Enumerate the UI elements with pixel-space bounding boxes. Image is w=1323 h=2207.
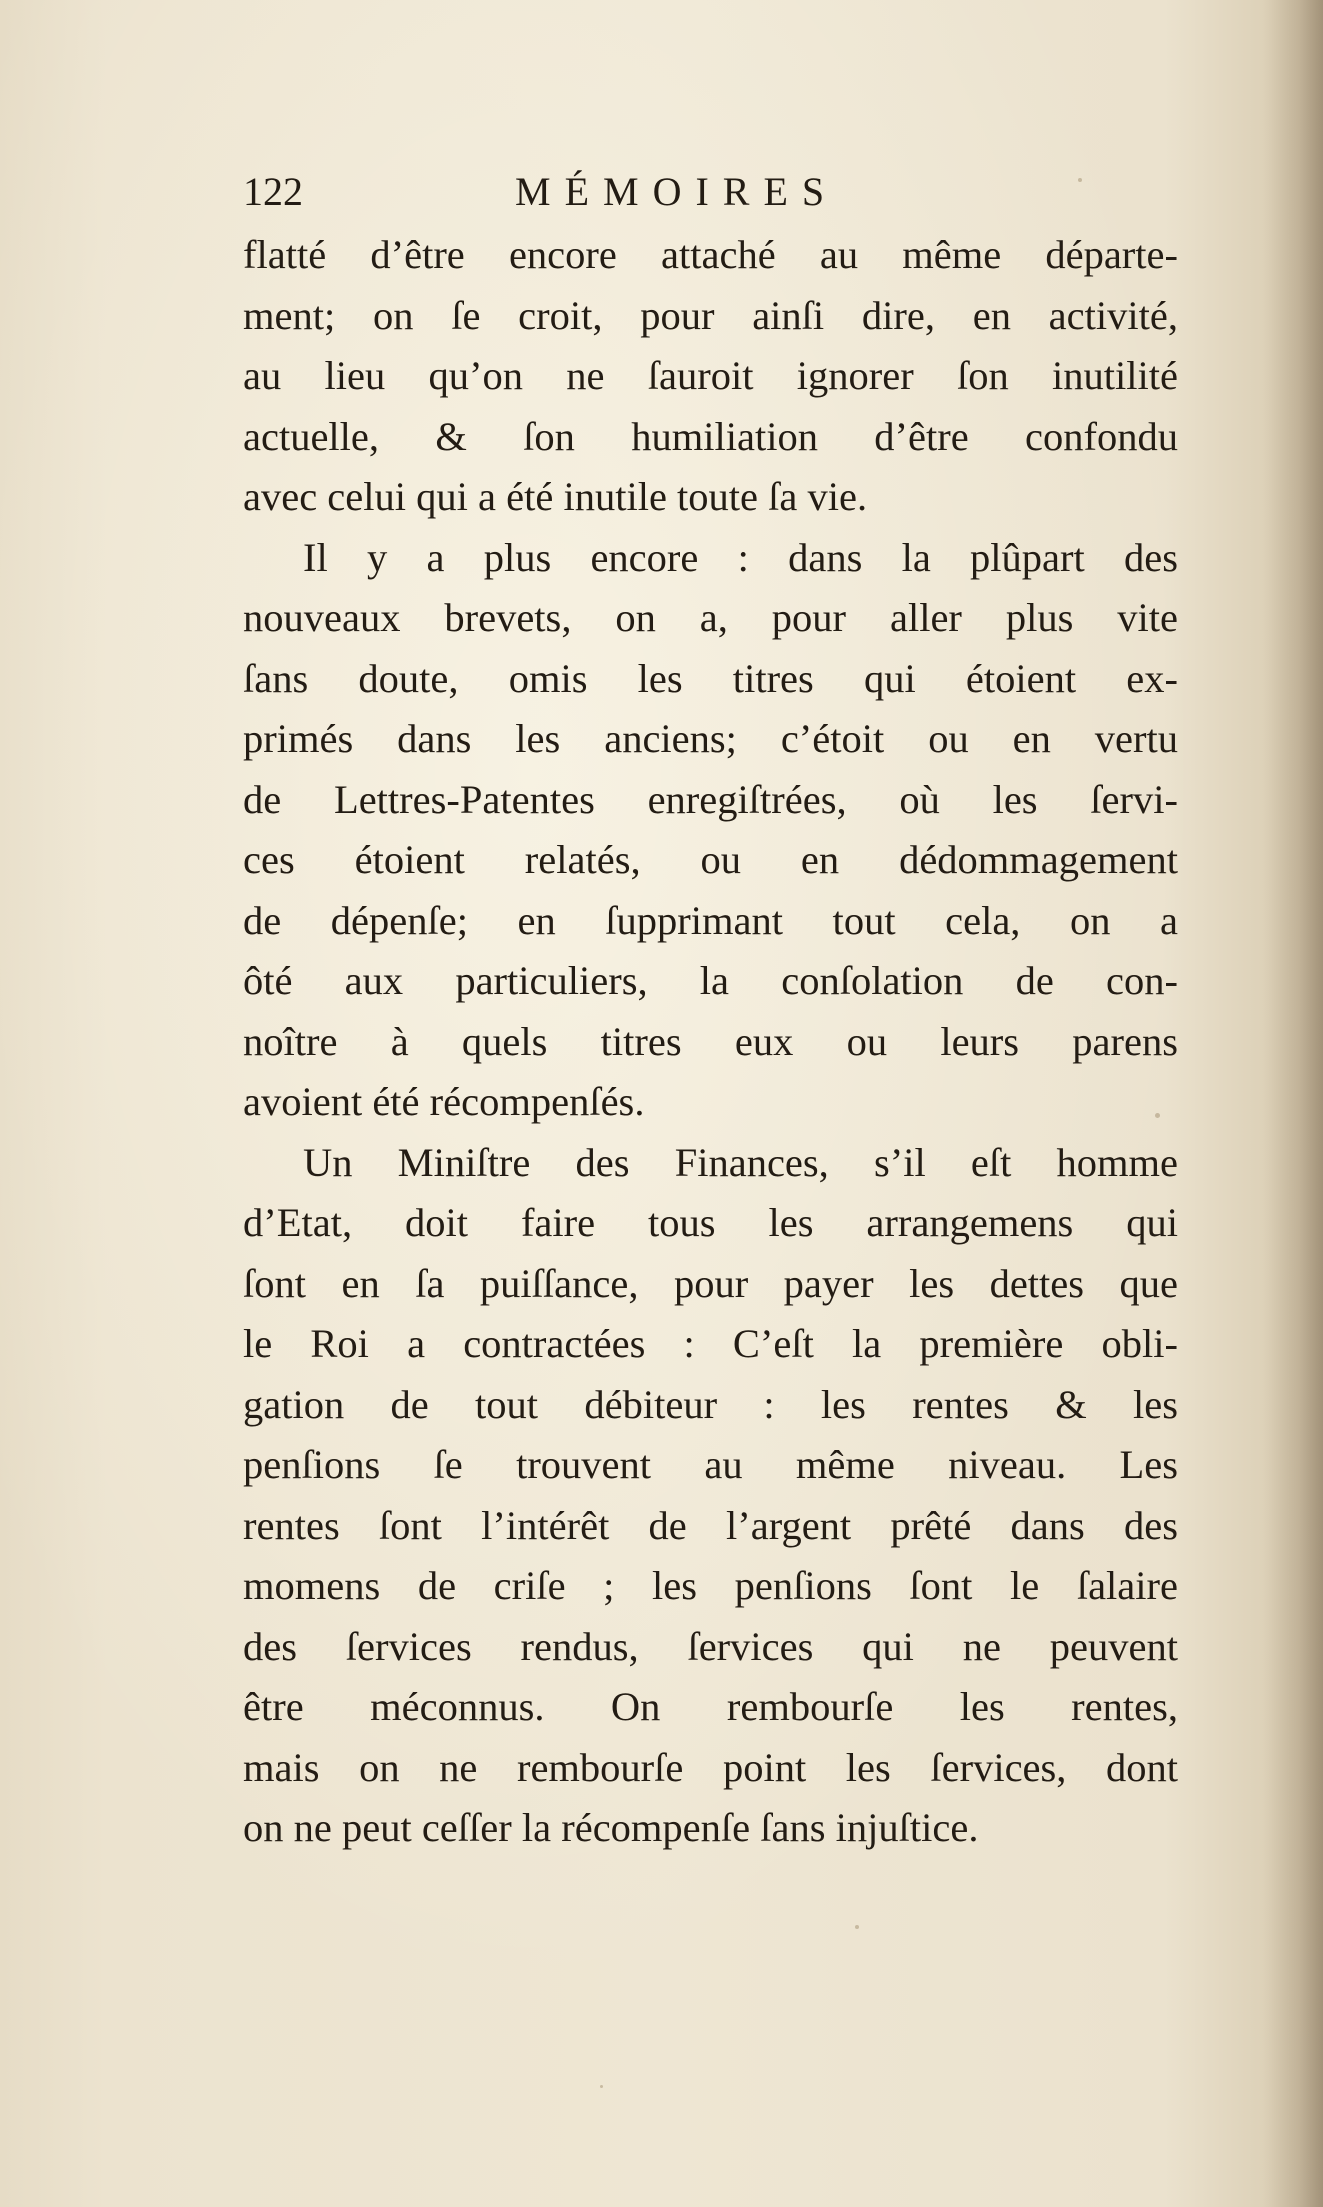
text-line: gation de tout débiteur : les rentes & les <box>243 1381 1178 1427</box>
paper-spot <box>855 1925 859 1929</box>
text-line: mais on ne rembourſe point les ſervices, dont <box>243 1744 1178 1790</box>
text-line: de dépenſe; en ſupprimant tout cela, on a <box>243 897 1178 943</box>
body-text <box>243 225 1178 1859</box>
paper-spot <box>1078 178 1082 182</box>
text-line: avoient été récompenſés. <box>243 1079 645 1124</box>
text-line: ſans doute, omis les titres qui étoient ex- <box>243 655 1178 701</box>
text-line: on ne peut ceſſer la récompenſe ſans injuſtice. <box>243 1805 979 1850</box>
text-line: penſions ſe trouvent au même niveau. Les <box>243 1442 1178 1487</box>
text-line: rentes ſont l’intérêt de l’argent prêté dans des <box>243 1502 1178 1548</box>
text-line: de Lettres-Patentes enregiſtrées, où les ſervi- <box>243 776 1178 822</box>
text-line: au lieu qu’on ne ſauroit ignorer ſon inutilité <box>243 353 1178 398</box>
text-line: ces étoient relatés, ou en dédommagement <box>243 837 1178 882</box>
text-line: ôté aux particuliers, la conſolation de con- <box>243 958 1178 1003</box>
text-line: être méconnus. On rembourſe les rentes, <box>243 1684 1178 1729</box>
text-line: des ſervices rendus, ſervices qui ne peuvent <box>243 1623 1178 1669</box>
page-number: 122 <box>243 169 303 214</box>
text-line: flatté d’être encore attaché au même départe- <box>243 232 1178 277</box>
text-line: avec celui qui a été inutile toute ſa vie. <box>243 474 868 519</box>
text-line: actuelle, & ſon humiliation d’être confondu <box>243 413 1178 459</box>
paragraph <box>243 1133 1178 1859</box>
text-line: ment; on ſe croit, pour ainſi dire, en activité, <box>243 292 1178 338</box>
running-title: MÉMOIRES <box>515 169 839 214</box>
text-line: ſont en ſa puiſſance, pour payer les dettes que <box>243 1260 1178 1306</box>
text-line: primés dans les anciens; c’étoit ou en vertu <box>243 716 1178 761</box>
paragraph <box>243 225 1178 528</box>
text-line: d’Etat, doit faire tous les arrangemens qui <box>243 1200 1178 1245</box>
text-line: Un Miniſtre des Finances, s’il eſt homme <box>303 1139 1178 1185</box>
text-line: noître à quels titres eux ou leurs parens <box>243 1018 1178 1064</box>
paragraph <box>243 528 1178 1133</box>
text-line: nouveaux brevets, on a, pour aller plus vite <box>243 595 1178 640</box>
paper-spot <box>600 2085 603 2088</box>
page-edge-shadow <box>1263 0 1323 2207</box>
text-line: Il y a plus encore : dans la plûpart des <box>303 534 1178 580</box>
text-line: momens de criſe ; les penſions ſont le ſalaire <box>243 1563 1178 1608</box>
running-head <box>243 162 893 222</box>
text-line: le Roi a contractées : C’eſt la première obli- <box>243 1321 1178 1366</box>
